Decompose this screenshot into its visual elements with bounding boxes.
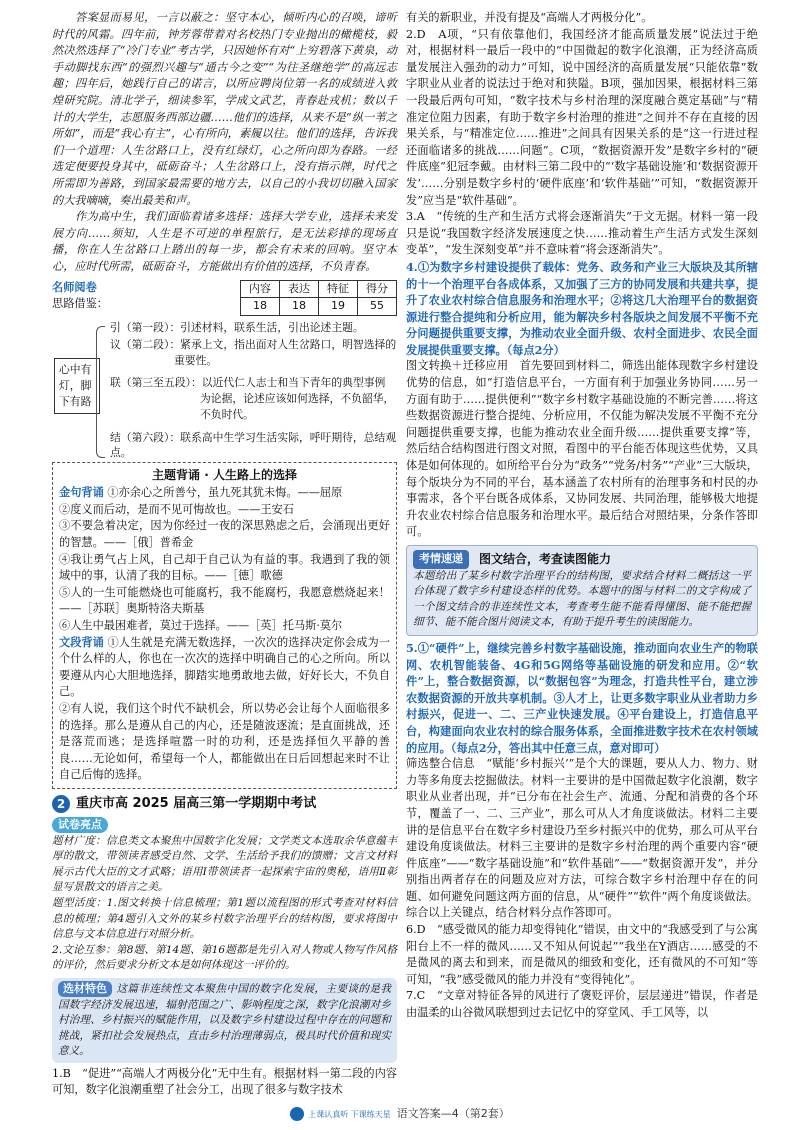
score-value: 18 (280, 298, 319, 316)
highlight-item: 题材广度：信息类文本聚焦中国数字化发展；文学类文本选取余华意蕴丰厚的散文，带领读者感受自然、文学、生活给予我们的馈赠；文言文材料展示古代大臣的文才武略；语用Ⅰ带领读者一起探索宇宙的奥秘，语用Ⅱ彰显写景散文的语言之美。 (52, 834, 397, 894)
quote: ⑤人的一生可能燃烧也可能腐朽，我不能腐朽，我愿意燃烧起来！——［苏联］奥斯特洛夫斯基 (59, 585, 390, 616)
score-value: 55 (358, 298, 397, 316)
xuancai-box (52, 978, 397, 1063)
outline-item: 结（第六段）：联系高中生学习生活实际，呼吁期待，总结观点。 (110, 430, 397, 460)
section-number: 2 (52, 795, 70, 813)
answer-paragraph: 6.D “感受微风的能力却变得钝化”错误，由文中的“我感受到了与公寓阳台上不一样的微风……又不知从何说起”“我坐在Y酒店……感受的不是微风的离去和到来，而是微风的细致和变化，还有微风的不可知”等可知，“我”感受微风的能力并没有“变得钝化”。 (406, 923, 758, 986)
xuancai-label: 选材特色 (58, 981, 112, 997)
kaoqing-text: 本题给出了某乡村数字治理平台的结构图，要求结合材料二概括这一平台体现了数字乡村建设态样的优势。本题中的图与材料二的文字构成了一个图文结合的非连续性文本，考查考生能不能看得懂图、能不能把握细节、能不能合图片阅读文本，有助于提升考生的读图能力。 (413, 569, 751, 629)
right-column (406, 10, 758, 1022)
answer-q1: 1.B “促进”“高端人才两极分化”无中生有。根据材料一第二段的内容可知，数字化浪潮重塑了社会分工，出现了很多与数字技术 (52, 1066, 397, 1097)
xuancai-text: 这篇非连续性文本聚焦中国的数字化发展，主要谈的是我国数字经济发展迅速，辐射范围之广、影响程度之深，数字化浪潮对乡村治理、乡村振兴的赋能作用，以及数字乡村建设过程中存在的问题和挑战，紧扣社会发展热点，直击乡村治理薄弱点，极具时代价值和现实意义。 (58, 982, 391, 1058)
score-table (240, 280, 397, 316)
section-title: 重庆市高 2025 届高三第一学期期中考试 (76, 795, 317, 811)
brand-logo-text: 上课认真听 下课练天星 (308, 1110, 391, 1119)
score-value: 19 (319, 298, 358, 316)
outline-item: 议（第二段）：紧承上文，指出面对人生岔路口，明智选择的 (110, 337, 397, 351)
answer-paragraph: 3.A “传统的生产和生活方式将会逐渐消失”于文无据。材料一第一段只是说“我国数字经济发展速度之快……推动着生产生活方式发生深刻变革”，“发生深刻变革”并不意味着“将会逐渐消失”。 (406, 210, 758, 257)
kaoqing-title: 图文结合，考查读图能力 (479, 552, 612, 566)
outline-item: 为论据，论述应该如何选择，不负韶华， (200, 391, 395, 405)
page-number: 语文答案—4（第2套） (396, 1107, 510, 1120)
answer-paragraph: 4.①为数字乡村建设提供了载体：党务、政务和产业三大版块及其所辖的十一个治理平台各成体系，又加强了三方的协同发展和共建共享，提升了农业农村综合信息服务和治理水平；②将这几大治理平台的数据资源进行整合提纯和分析应用，能为解决乡村各版块之间发展不平衡不充分问题提供重要支撑，为推动农业全面升级、农村全面进步、农民全面发展提供重要支撑。（每点2分） (406, 259, 758, 357)
section-header (52, 795, 397, 813)
outline-brace (96, 326, 105, 458)
outline-item: 引（第一段）：引述材料，联系生活，引出论述主题。 (110, 320, 364, 334)
page-footer (0, 1106, 800, 1124)
scoring-title: 名师阅卷 (52, 280, 97, 294)
answer-paragraph: 有关的新职业，并没有提及“高端人才两极分化”。 (406, 11, 653, 24)
answer-paragraph: 5.①“硬件”上，继续完善乡村数字基础设施，推动面向农业生产的物联网、农机智能装备、4G和5G网络等基础设施的研发和应用。②“软件”上，整合数据资源，以“数据包容”为理念，打造共性平台，建立涉农数据资源的开放共享机制。③人才上，让更多数字职业从业者助力乡村振兴，促进一、二、三产业快速发展。④平台建设上，打造信息平台，构建面向农业农村的综合服务体系，全面推进数字技术在农村领域的应用。（每点2分，答出其中任意三点，意对即可） (406, 640, 758, 755)
score-header: 内容 (241, 280, 280, 298)
essay-paragraph: 答案显而易见，一言以蔽之：坚守本心，倾听内心的召唤，谛听时代的风霜。四年前，钟芳蓉带着对名校热门专业抛出的橄榄枝，毅然决然选择了“冷门专业”考古学，只因她怀有对“上穷碧落下黄泉，动手动脚找东西”的强烈兴趣与“通古今之变”“为往圣继绝学”的高远志趣；四年后，她践行自己的诺言，以所应聘岗位第一名的成绩进入敦煌研究院。清北学子，细读参军，学成文武艺，青春赴戎机；数以千计的大学生，志愿服务西部边疆……他们的选择，从来不是“纵一苇之所如”，而是“我心有主”，心有所向，素履以往。他们的选择，告诉我们一个道理：人生岔路口上，没有红绿灯，心之所向即为春路。一经选定便要投身其中，砥砺奋斗；人生岔路口上，没有指示牌，时代之所需即为善路，到国家最需要的地方去，以自己的小我切切融入国家的大我嘀嘀，奏出最美和声。 (52, 11, 397, 207)
passage: ②有人说，我们这个时代不缺机会，所以势必会让每个人面临很多的选择。那么是遵从自己的内心，还是随波逐流；是直面挑战，还是落荒而逃；是选择喧嚣一时的功利，还是选择恒久平静的善良……无论如何，希望每一个人，都能做出在日后回想起来时不让自己后悔的选择。 (59, 702, 390, 782)
quote: ④我让勇气占上风，自己却于自己认为有益的事。我遇到了我的领域中的事，认清了我的目标。——［德］歌德 (59, 552, 390, 583)
quote: ②度义而后动，是而不见可悔故也。——王安石 (59, 502, 294, 516)
outline-item: 不负时代。 (200, 407, 254, 421)
answer-analysis: 筛选整合信息 “赋能‘乡村振兴’”是个大的课题，要从人力、物力、财力等多角度去挖掘做法。材料一主要讲的是中国微起数字化浪潮，数字职业从业者出现，并“已分布在社会生产、流通、分配和消费的各个环节，覆盖了一、二、三产业”，那么可从人才角度谈做法。材料二主要讲的是信息平台在数字乡村建设乃至乡村振兴中的优势，那么可从平台建设角度谈做法。材料三主要讲的是数字乡村治理的两个重要内容“硬件底座”——“数字基础设施”和“软件基础”——“数据资源开发”，并分别指出两者存在的问题及应对方法，可综合数字乡村治理中存在的问题、如何避免问题这两方面的信息，从“硬件”“软件”两个角度谈做法。综合以上关键点，结合材料分点作答即可。 (406, 757, 758, 920)
quote: ③不要急着决定，因为你经过一夜的深思熟虑之后，会涌现出更好的智慧。——［俄］普希金 (59, 519, 390, 550)
outline-item: 重要性。 (174, 353, 218, 367)
brand-logo-icon (290, 1107, 304, 1121)
passage: ①人生就是充满无数选择，一次次的选择决定你会成为一个什么样的人，你也在一次次的选择中明确自己的心之所向。所以要遵从内心大胆地选择，脚踏实地勇敢地去做，好好长大，不负自己。 (59, 635, 390, 699)
answer-paragraph: 7.C “文章对特征各异的风进行了褒贬评价，层层递进”错误，作者是由温柔的山谷微风联想到过去记忆中的穿堂风、手工风等，以 (406, 989, 758, 1020)
highlight-item: 2.文论互参：第8题、第14题、第16题都是先引入对人物或人物写作风格的评价，然后要求分析文本是如何体现这一评价的。 (52, 943, 397, 972)
theme-box (52, 462, 397, 789)
jinju-label: 金句背诵 (59, 486, 104, 500)
answer-analysis: 图文转换＋迁移应用 首先要回到材料二，筛选出能体现数字乡村建设优势的信息，如“打造信息平台，一方面有利于加强业务协同……另一方面有助于……提供便利”“数字乡村数字基础设施的不断完善……将这些数据资源进行整合提纯、分析应用，不仅能为解决发展不平衡不充分问题提供重要支撑，也能为推动农业全面升级……提供重要支撑”等，然后结合结构图进行图文对照，看图中的平台能否体现这些优势，又具体是如何体现的。如所给平台分为“政务”“党务/村务”“产业”三大版块，每个版块分为不同的平台，基本涵盖了农村所有的治理事务和村民的办事需求，各个平台既各成体系，又协同发展、共同治理，能够极大地提升农业农村综合信息服务和治理水平。最后结合对照结果，分条作答即可。 (406, 359, 758, 539)
scoring-row (52, 280, 397, 316)
score-header: 表达 (280, 280, 319, 298)
answer-paragraph: 2.D A项，“只有依靠他们，我国经济才能高质量发展”说法过于绝对，根据材料一最后一段中的“中国微起的数字化浪潮，正为经济高质量发展注入强劲的动力”可知，说中国经济的高质量发展“只能依靠”数字职业从业者的说法过于绝对和狭隘。B项，强加因果，根据材料三第一段最后两句可知，“数字技术与乡村治理的深度融合奠定基础”与“精准定位阻力因素，有助于数字乡村治理的推进”之间并不存在直接的因果关系，与“精准定位……推进”之间具有因果关系的是“这一行进过程还面临诸多的挑战……问题”。C项，“数据资源开发”是数字乡村的“硬件底座”犯冠李戴。由材料三第二段中的“‘数字基础设施’和‘数据资源开发’……分别是数字乡村的‘硬件底座’和‘软件基础’”可知，“数据资源开发”应当是“软件基础”。 (406, 27, 758, 207)
essay-paragraph: 作为高中生，我们面临着诸多选择：选择大学专业，选择未来发展方向……须知，人生是不可逆的单程旅行，是无法彩排的现场直播，你在人生岔路口上踏出的每一步，都会有未来的回响。坚守本心，应时代所需，砥砺奋斗，方能做出有价值的选择，不负青春。 (52, 210, 397, 273)
score-value: 18 (241, 298, 280, 316)
theme-title: 主题背诵 · 人生路上的选择 (152, 467, 297, 482)
left-column (52, 10, 397, 1099)
quote: ①亦余心之所善兮，虽九死其犹未悔。——屈原 (107, 486, 343, 500)
quote: ⑥人生中最困难者，莫过于选择。——［英］托马斯·莫尔 (59, 619, 343, 633)
kaoqing-label: 考情速递 (413, 550, 469, 569)
highlights-pill: 试卷亮点 (52, 817, 108, 833)
score-header: 得分 (358, 280, 397, 298)
essay-outline (52, 320, 397, 460)
outline-item: 联（第三至五段）：以近代仁人志士和当下青年的典型事例 (110, 375, 386, 389)
outline-center: 心中有灯，脚下有路 (54, 358, 100, 414)
score-header: 特征 (319, 280, 358, 298)
wenduan-label: 文段背诵 (59, 635, 104, 649)
kaoqing-box (406, 545, 758, 636)
highlight-item: 题型活度：1.图文转换十信息梳理；第1题以流程图的形式考查对材料信息的梳理；第4题引入文外的某乡村数字治理平台的结构图，要求将图中信息与文本信息进行对照分析。 (52, 896, 397, 941)
scoring-subtitle: 思路借鉴： (52, 297, 108, 311)
